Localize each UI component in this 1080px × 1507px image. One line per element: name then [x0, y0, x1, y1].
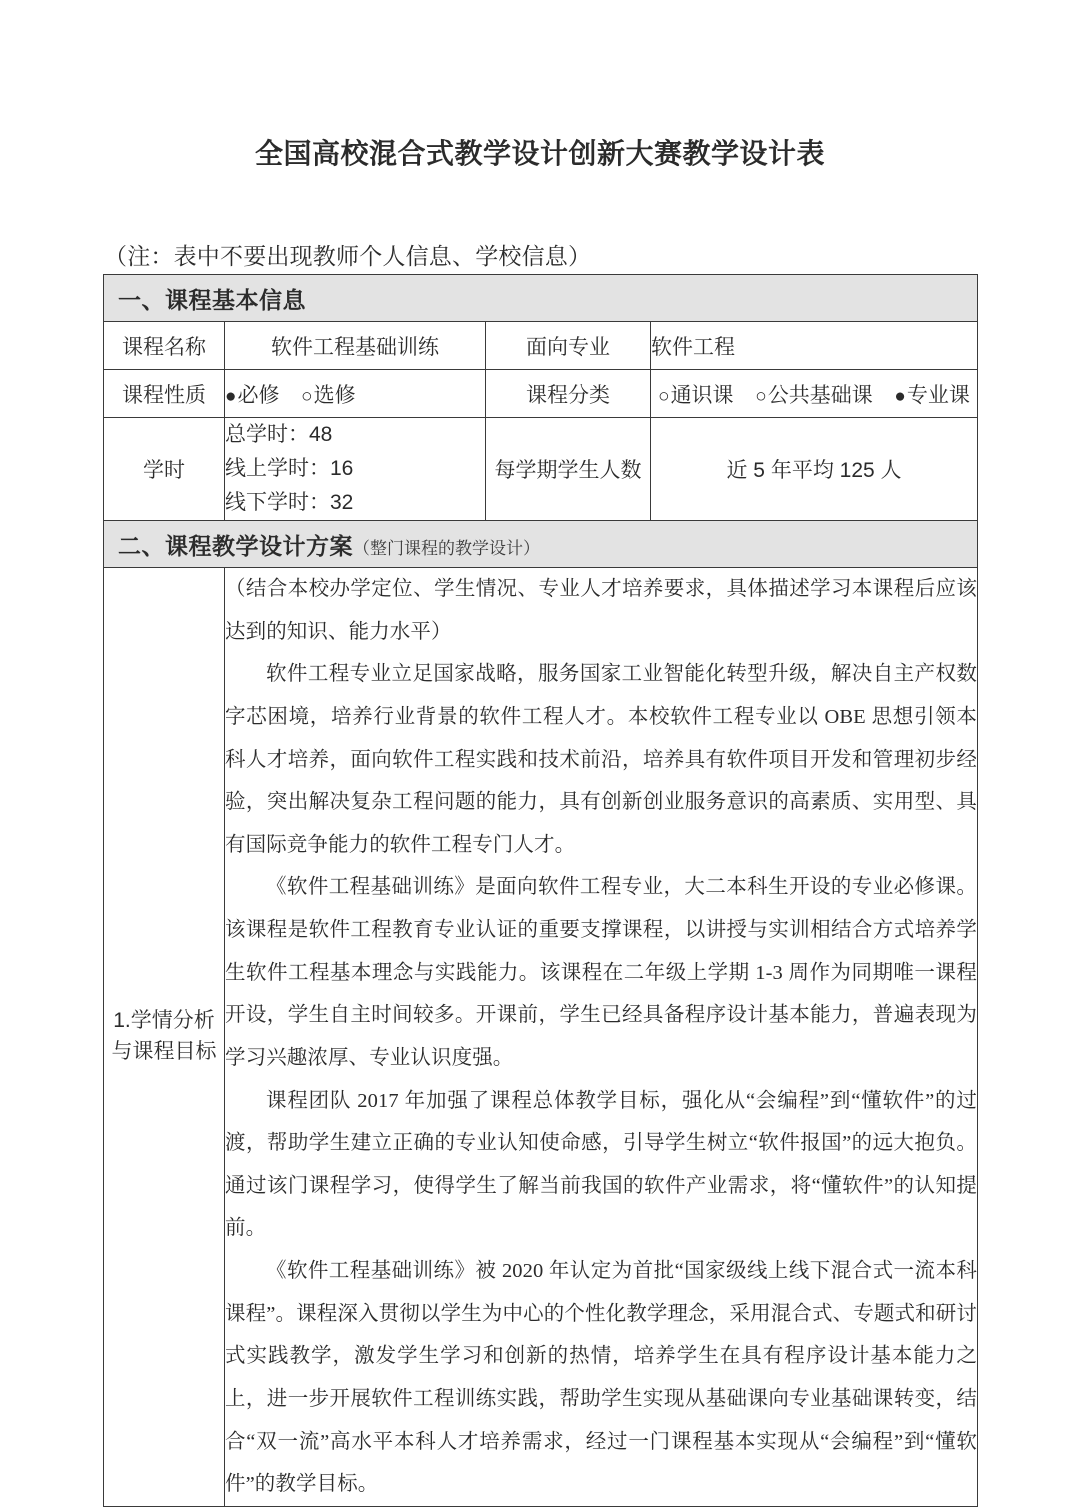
class-hours-values — [225, 418, 486, 521]
radio-elective[interactable]: ○ 选修 — [301, 384, 355, 407]
page-title: 全国高校混合式教学设计创新大赛教学设计表 — [254, 138, 825, 169]
radio-public-basic[interactable]: ○ 公共基础课 — [755, 384, 872, 407]
radio-major-course-selected[interactable]: ● 专业课 — [894, 384, 969, 407]
table-row — [104, 370, 978, 418]
paragraph-3: 课程团队 2017 年加强了课程总体教学目标，强化从“会编程”到“懂软件”的过渡，帮助学生建立正确的专业认知使命感，引导学生树立“软件报国”的远大抱负。通过该门课程学习，使得学生了解当前我国的软件产业需求，将“懂软件”的认知提前。 — [225, 1089, 977, 1240]
section-2-heading — [104, 521, 978, 568]
students-per-term-value: 近 5 年平均 125 人 — [651, 418, 978, 521]
row-label-situation-analysis — [104, 568, 225, 1507]
major-value: 软件工程 — [651, 322, 978, 370]
course-nature-label: 课程性质 — [104, 370, 225, 418]
class-hours-label: 学时 — [104, 418, 225, 521]
paragraph-2: 《软件工程基础训练》是面向软件工程专业，大二本科生开设的专业必修课。该课程是软件工程教育专业认证的重要支撑课程，以讲授与实训相结合方式培养学生软件工程基本理念与实践能力。该课程在二年级上学期 1-3 周作为同期唯一课程开设，学生自主时间较多。开课前，学生已经具备程序设计基本能力，普遍表现为学习兴趣浓厚、专业认识度强。 — [225, 876, 977, 1069]
radio-required-selected[interactable]: ● 必修 — [225, 384, 279, 407]
course-name-label: 课程名称 — [104, 322, 225, 370]
row-label-line-1: 1.学情分析 — [113, 1009, 215, 1033]
situation-analysis-content — [225, 568, 978, 1507]
section-1-heading: 一、课程基本信息 — [104, 275, 978, 322]
row-label-line-2: 与课程目标 — [111, 1039, 217, 1063]
table-row — [104, 568, 978, 1507]
section-2-heading-sub: （整门课程的教学设计） — [353, 538, 540, 558]
design-form-table — [103, 274, 978, 1507]
course-nature-options — [225, 370, 486, 418]
section-1-header-row — [104, 275, 978, 322]
note-text: （注：表中不要出现教师个人信息、学校信息） — [104, 243, 592, 269]
paragraph-4: 《软件工程基础训练》被 2020 年认定为首批“国家级线上线下混合式一流本科课程”。课程深入贯彻以学生为中心的个性化教学理念，采用混合式、专题式和研讨式实践教学，激发学生学习和创新的热情，培养学生在具有程序设计基本能力之上，进一步开展软件工程训练实践，帮助学生实现从基础课向专业基础课转变，结合“双一流”高水平本科人才培养需求，经过一门课程基本实现从“会编程”到“懂软件”的教学目标。 — [225, 1260, 977, 1496]
course-category-options — [651, 370, 978, 418]
section-2-heading-main: 二、课程教学设计方案 — [118, 532, 353, 559]
total-hours: 总学时：48 — [225, 423, 333, 446]
paragraph-prompt: （结合本校办学定位、学生情况、专业人才培养要求，具体描述学习本课程后应该达到的知识、能力水平） — [225, 578, 977, 643]
students-per-term-label: 每学期学生人数 — [486, 418, 651, 521]
table-row — [104, 418, 978, 521]
online-hours: 线上学时：16 — [225, 457, 354, 481]
section-2-header-row — [104, 521, 978, 568]
offline-hours: 线下学时：32 — [225, 491, 354, 515]
course-category-label: 课程分类 — [486, 370, 651, 418]
radio-general-education[interactable]: ○ 通识课 — [658, 384, 733, 407]
table-row — [104, 322, 978, 370]
paragraph-1: 软件工程专业立足国家战略，服务国家工业智能化转型升级，解决自主产权数字芯困境，培养行业背景的软件工程人才。本校软件工程专业以 OBE 思想引领本科人才培养，面向软件工程实践和技术前沿，培养具有软件项目开发和管理初步经验，突出解决复杂工程问题的能力，具有创新创业服务意识的高素质、实用型、具有国际竞争能力的软件工程专门人才。 — [225, 663, 977, 856]
major-label: 面向专业 — [486, 322, 651, 370]
course-name-value: 软件工程基础训练 — [225, 322, 486, 370]
